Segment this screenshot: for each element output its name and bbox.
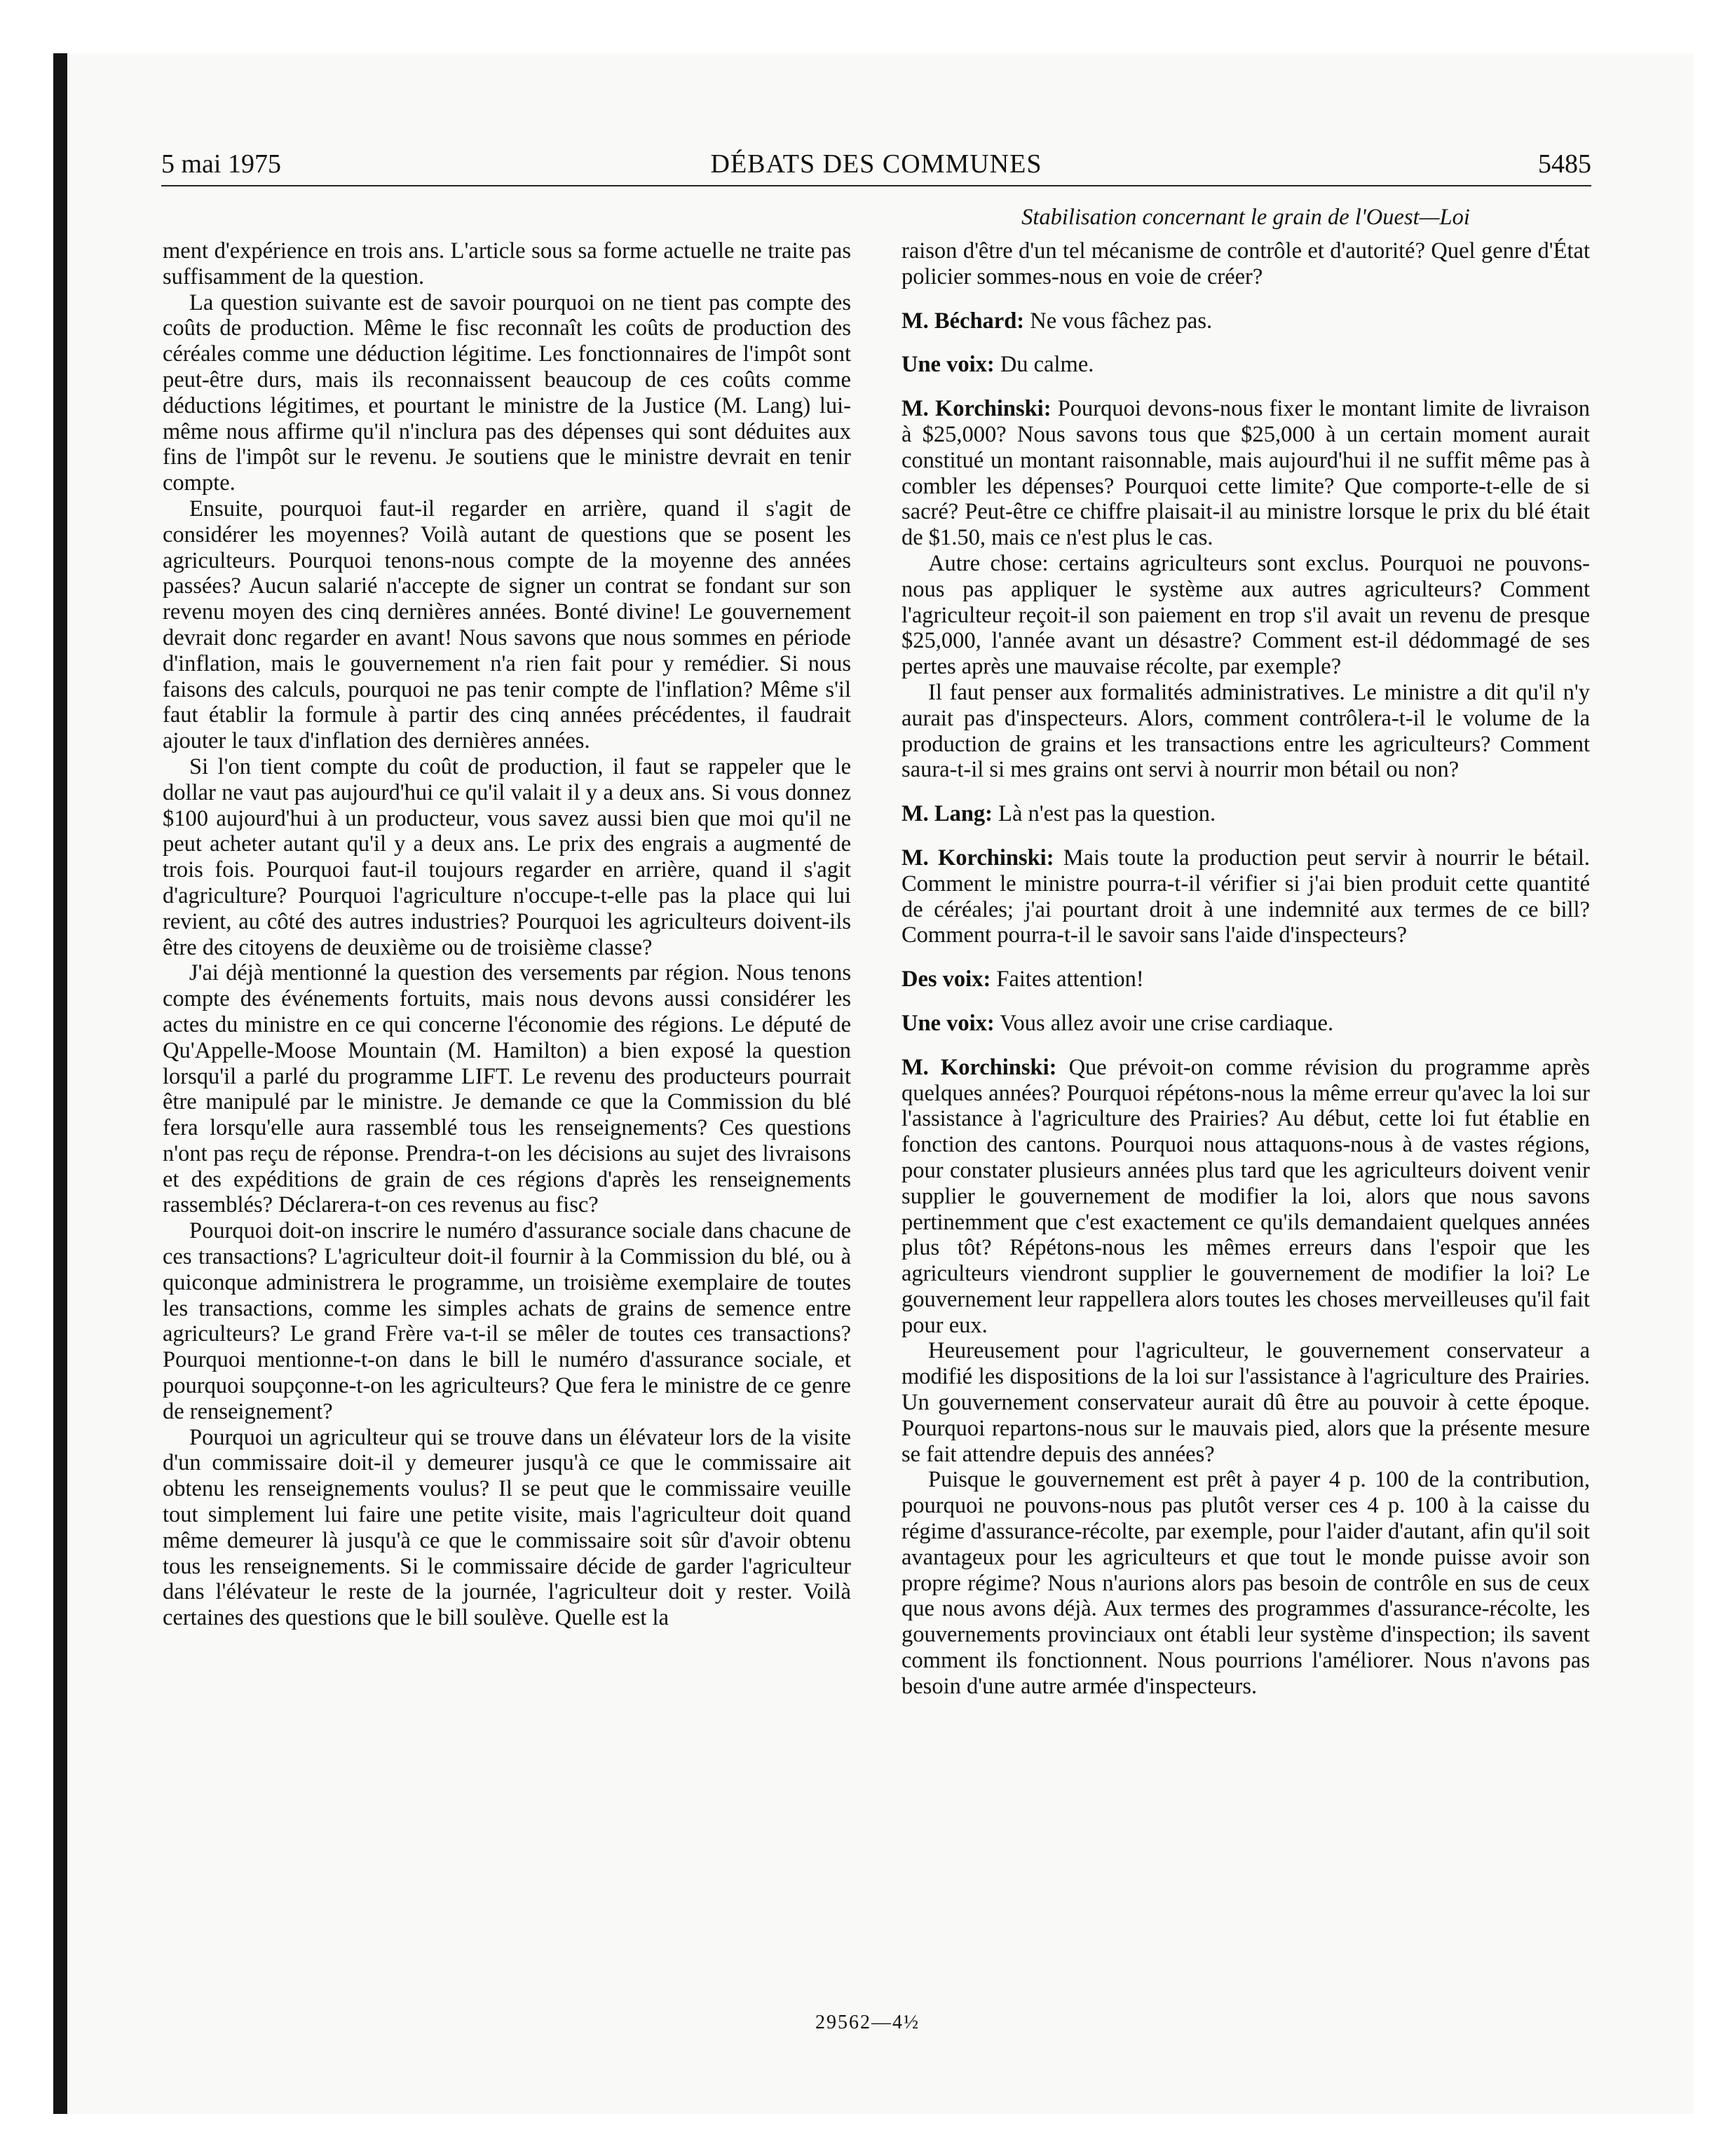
speech [901, 1055, 1590, 1339]
speech-text: Du calme. [994, 352, 1094, 378]
paragraph: Il faut penser aux formalités administratives. Le ministre a dit qu'il n'y aurait pas d'inspecteurs. Alors, comment contrôlera-t-il le volume de la production de grains et les transactions entre les agriculteurs? Comment saura-t-il si mes grains ont servi à nourrir mon bétail ou non? [901, 679, 1590, 783]
right-column [901, 238, 1590, 1700]
speech [901, 845, 1590, 948]
speech [901, 308, 1590, 334]
speaker: M. Lang: [901, 801, 993, 827]
speaker: Une voix: [901, 352, 995, 378]
speech-text: Vous allez avoir une crise cardiaque. [994, 1010, 1334, 1036]
speaker: M. Béchard: [901, 308, 1025, 334]
header-date: 5 mai 1975 [161, 149, 281, 179]
speech [901, 1011, 1590, 1037]
running-title: Stabilisation concernant le grain de l'Ouest—Loi [1021, 205, 1470, 230]
paragraph: raison d'être d'un tel mécanisme de contrôle et d'autorité? Quel genre d'État policier sommes-nous en voie de créer? [901, 238, 1590, 289]
paragraph: Pourquoi doit-on inscrire le numéro d'assurance sociale dans chacune de ces transactions? L'agriculteur doit-il fournir à la Commission du blé, ou à quiconque administrera le programme, un troisième exemplaire de toutes les transactions, comme les simples achats de grains de semence entre agriculteurs? Le grand Frère va-t-il se mêler de toutes ces transactions? Pourquoi mentionne-t-on dans le bill le numéro d'assurance sociale, et pourquoi soupçonne-t-on les agriculteurs? Que fera le ministre de ce genre de renseignement? [163, 1218, 851, 1424]
speaker: M. Korchinski: [901, 1054, 1057, 1080]
paragraph: La question suivante est de savoir pourquoi on ne tient pas compte des coûts de production. Même le fisc reconnaît les coûts de production des céréales comme une déduction légitime. Les fonctionnaires de l'impôt sont peut-être durs, mais ils reconnaissent beaucoup de ces coûts comme déductions légitimes, et pourtant le ministre de la Justice (M. Lang) lui-même nous affirme qu'il n'inclura pas des dépenses qui sont déduites aux fins de l'impôt sur le revenu. Je soutiens que le ministre devrait en tenir compte. [163, 289, 851, 496]
speech-text: Faites attention! [991, 967, 1144, 992]
header-page-number: 5485 [1538, 149, 1591, 179]
speaker: Des voix: [901, 967, 991, 992]
speaker: M. Korchinski: [901, 845, 1054, 871]
page-header [161, 149, 1591, 186]
speech-text: Ne vous fâchez pas. [1024, 308, 1213, 334]
paragraph: J'ai déjà mentionné la question des versements par région. Nous tenons compte des événements fortuits, mais nous devons aussi considérer les actes du ministre en ce qui concerne l'économie des régions. Le député de Qu'Appelle-Moose Mountain (M. Hamilton) a bien exposé la question lorsqu'il a parlé du programme LIFT. Le revenu des producteurs pourrait être manipulé par le ministre. Je demande ce que la Commission du blé fera lorsqu'elle aura rassemblé tous les renseignements? Ces questions n'ont pas reçu de réponse. Prendra-t-on les décisions au sujet des livraisons et des expéditions de grain de ces régions d'après les renseignements rassemblés? Déclarera-t-on ces revenus au fisc? [163, 960, 851, 1218]
paragraph: Pourquoi un agriculteur qui se trouve dans un élévateur lors de la visite d'un commissaire doit-il y demeurer jusqu'à ce que le commissaire ait obtenu les renseignements voulus? Il se peut que le commissaire veuille tout simplement lui faire une petite visite, mais l'agriculteur doit quand même demeurer là jusqu'à ce que le commissaire soit sûr d'avoir obtenu tous les renseignements. Si le commissaire décide de garder l'agriculteur dans l'élévateur le reste de la journée, l'agriculteur doit y rester. Voilà certaines des questions que le bill soulève. Quelle est la [163, 1424, 851, 1631]
speech-text: Que prévoit-on comme révision du programme après quelques années? Pourquoi répétons-nous la même erreur qu'avec la loi sur l'assistance à l'agriculture des Prairies? Au début, cette loi fut établie en fonction des cantons. Pourquoi nous attaquons-nous à de vastes régions, pour constater plusieurs années plus tard que les agriculteurs doivent venir supplier le gouvernement de modifier la loi, alors que nous savons pertinemment que c'est exactement ce qu'ils demandaient quelques années plus tôt? Répétons-nous les mêmes erreurs dans l'espoir que les agriculteurs viendront supplier le gouvernement de modifier la loi? Le gouvernement leur rappellera alors toutes les choses merveilleuses qu'il fait pour eux. [901, 1054, 1590, 1338]
scan-edge [53, 53, 67, 2114]
left-column [163, 238, 851, 1631]
paragraph: Heureusement pour l'agriculteur, le gouvernement conservateur a modifié les dispositions de la loi sur l'assistance à l'agriculture des Prairies. Un gouvernement conservateur aurait dû être au pouvoir à cette époque. Pourquoi repartons-nous sur le mauvais pied, alors que la présente mesure se fait attendre depuis des années? [901, 1338, 1590, 1467]
speaker: Une voix: [901, 1010, 995, 1036]
paragraph: Ensuite, pourquoi faut-il regarder en arrière, quand il s'agit de considérer les moyennes? Voilà autant de questions que se posent les agriculteurs. Pourquoi tenons-nous compte de la moyenne des années passées? Aucun salarié n'accepte de signer un contrat se fondant sur son revenu moyen des cinq dernières années. Bonté divine! Le gouvernement devrait donc regarder en avant! Nous savons que nous sommes en période d'inflation, mais le gouvernement n'a rien fait pour y remédier. Si nous faisons des calculs, pourquoi ne pas tenir compte de l'inflation? Même s'il faut établir la formule à partir des cinq années précédentes, il faudrait ajouter le taux d'inflation des dernières années. [163, 496, 851, 754]
paragraph: Puisque le gouvernement est prêt à payer 4 p. 100 de la contribution, pourquoi ne pouvons-nous pas plutôt verser ces 4 p. 100 à la caisse du régime d'assurance-récolte, par exemple, pour l'aider d'autant, afin qu'il soit avantageux pour les agriculteurs et que tout le monde puisse avoir son propre régime? Nous n'aurions alors pas besoin de contrôle en sus de ceux que nous avons déjà. Aux termes des programmes d'assurance-récolte, les gouvernements provinciaux ont établi leur système d'inspection; ils savent comment ils fonctionnent. Nous pourrions l'améliorer. Nous n'avons pas besoin d'une autre armée d'inspecteurs. [901, 1467, 1590, 1699]
speech [901, 801, 1590, 827]
speech [901, 352, 1590, 378]
paragraph: ment d'expérience en trois ans. L'article sous sa forme actuelle ne traite pas suffisamment de la question. [163, 238, 851, 289]
speech-text: Là n'est pas la question. [993, 801, 1216, 827]
paragraph: Si l'on tient compte du coût de production, il faut se rappeler que le dollar ne vaut pas aujourd'hui ce qu'il valait il y a deux ans. Si vous donnez $100 aujourd'hui à un producteur, vous savez aussi bien que moi qu'il ne peut acheter autant qu'il y a deux ans. Le prix des engrais a augmenté de trois fois. Pourquoi faut-il toujours regarder en arrière, quand il s'agit d'agriculture? Pourquoi l'agriculture n'occupe-t-elle pas la place qui lui revient, au côté des autres industries? Pourquoi les agriculteurs doivent-ils être des citoyens de deuxième ou de troisième classe? [163, 753, 851, 960]
speech [901, 967, 1590, 992]
speaker: M. Korchinski: [901, 396, 1052, 422]
header-title: DÉBATS DES COMMUNES [710, 149, 1042, 179]
speech-text: Mais toute la production peut servir à nourrir le bétail. Comment le ministre pourra-t-il vérifier si j'ai bien produit cette quantité de céréales; j'ai pourtant droit à une indemnité aux termes de ce bill? Comment pourra-t-il le savoir sans l'aide d'inspecteurs? [901, 845, 1590, 948]
speech [901, 396, 1590, 551]
speech-text: Pourquoi devons-nous fixer le montant limite de livraison à $25,000? Nous savons tous que $25,000 à un certain moment aurait constitué un montant raisonnable, mais aujourd'hui il ne suffit même pas à combler les dépenses? Pourquoi cette limite? Que comporte-t-elle de si sacré? Peut-être ce chiffre plaisait-il au ministre lorsque le prix du blé était de $1.50, mais ce n'est plus le cas. [901, 396, 1590, 551]
paragraph: Autre chose: certains agriculteurs sont exclus. Pourquoi ne pouvons-nous pas appliquer le système aux autres agriculteurs? Comment l'agriculteur reçoit-il son paiement en trop s'il avait un revenu de presque $25,000, l'année avant un désastre? Comment est-il dédommagé de ses pertes après une mauvaise récolte, par exemple? [901, 550, 1590, 680]
footer-code: 29562—4½ [815, 2012, 920, 2033]
